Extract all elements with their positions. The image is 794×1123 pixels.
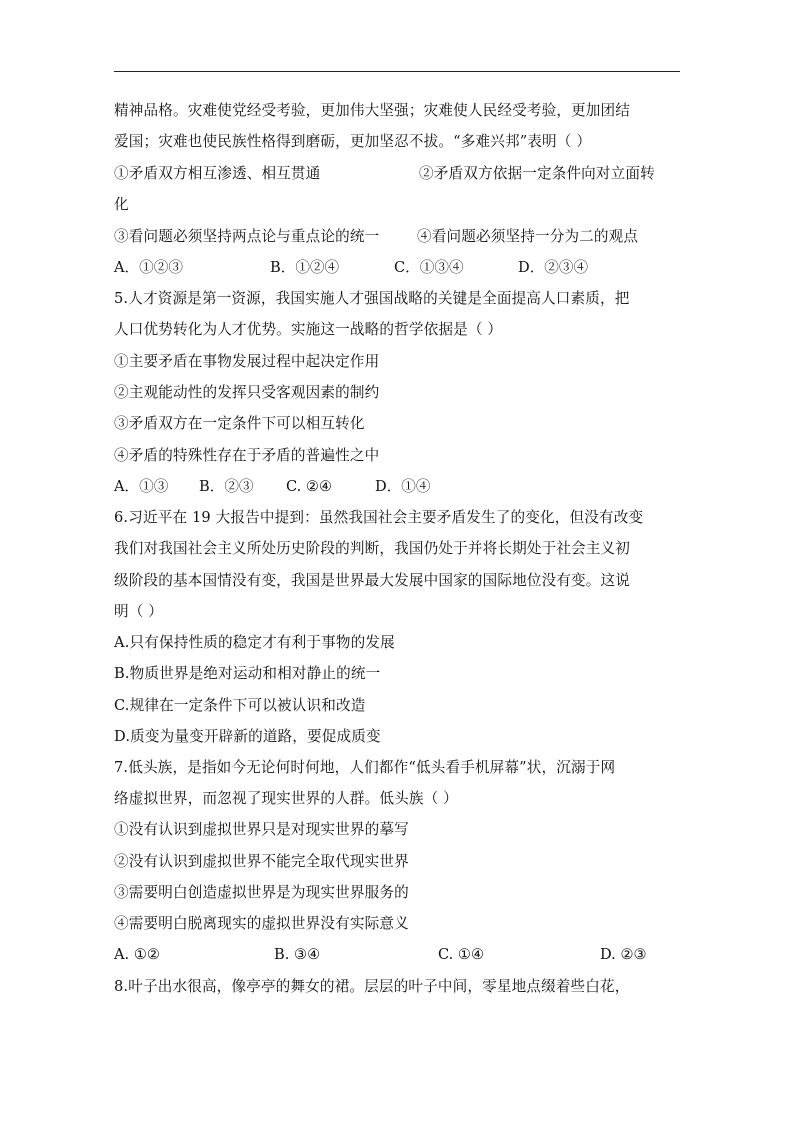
q5-stem-line-1: 5.人才资源是第一资源，我国实施人才强国战略的关键是全面提高人口素质，把: [114, 290, 630, 307]
q4-stem-line-2: 爱国；灾难也使民族性格得到磨砺，更加坚忍不拔。“多难兴邦”表明（ ）: [114, 133, 592, 150]
q6-choice-b: B.物质世界是绝对运动和相对静止的统一: [114, 665, 381, 682]
q5-stem-line-2: 人口优势转化为人才优势。实施这一战略的哲学依据是（ ）: [114, 321, 503, 338]
q4-option-d: D．②③④: [518, 259, 589, 276]
q6-stem-line-3: 级阶段的基本国情没有变，我国是世界最大发展中国家的国际地位没有变。这说: [114, 572, 631, 589]
q6-stem-line-1: 6.习近平在 19 大报告中提到：虽然我国社会主要矛盾发生了的变化，但没有改变: [114, 509, 644, 526]
q6-stem-line-4: 明（ ）: [114, 603, 164, 620]
q4-statement-2-wrap: 化: [114, 196, 129, 213]
q7-statement-3: ③需要明白创造虚拟世界是为现实世界服务的: [114, 884, 409, 901]
q7-statement-1: ①没有认识到虚拟世界只是对现实世界的摹写: [114, 821, 409, 838]
q6-stem-line-2: 我们对我国社会主义所处历史阶段的判断，我国仍处于并将长期处于社会主义初: [114, 540, 631, 557]
q5-statement-2: ②主观能动性的发挥只受客观因素的制约: [114, 384, 380, 401]
q7-stem-line-2: 络虚拟世界，而忽视了现实世界的人群。低头族（ ）: [114, 790, 458, 807]
q5-option-d: D．①④: [375, 478, 431, 495]
q6-choice-a: A.只有保持性质的稳定才有利于事物的发展: [114, 634, 395, 651]
q4-option-b: B．①②④: [270, 259, 340, 276]
q6-choice-d: D.质变为量变开辟新的道路，要促成质变: [114, 728, 381, 745]
q4-option-c: C．①③④: [394, 259, 464, 276]
q7-option-b: B. ③④: [274, 946, 321, 963]
q4-statement-3: ③看问题必须坚持两点论与重点论的统一: [114, 228, 380, 245]
q4-option-a: A．①②③: [114, 259, 183, 276]
q4-statement-1: ①矛盾双方相互渗透、相互贯通: [114, 165, 321, 182]
q5-statement-3: ③矛盾双方在一定条件下可以相互转化: [114, 415, 365, 432]
q5-option-a: A．①③: [114, 478, 169, 495]
q4-stem-line-1: 精神品格。灾难使党经受考验，更加伟大坚强；灾难使人民经受考验，更加团结: [114, 102, 631, 119]
q7-stem-line-1: 7.低头族，是指如今无论何时何地，人们都作“低头看手机屏幕”状，沉溺于网: [114, 759, 616, 776]
q7-option-c: C. ①④: [438, 946, 485, 963]
q7-statement-4: ④需要明白脱离现实的虚拟世界没有实际意义: [114, 915, 409, 932]
q5-statement-1: ①主要矛盾在事物发展过程中起决定作用: [114, 353, 380, 370]
q4-statement-4: ④看问题必须坚持一分为二的观点: [417, 228, 639, 245]
header-rule: [114, 71, 680, 72]
q5-option-b: B．②③: [199, 478, 254, 495]
q7-statement-2: ②没有认识到虚拟世界不能完全取代现实世界: [114, 853, 409, 870]
q6-choice-c: C.规律在一定条件下可以被认识和改造: [114, 697, 366, 714]
q5-statement-4: ④矛盾的特殊性存在于矛盾的普遍性之中: [114, 447, 380, 464]
q4-statement-2: ②矛盾双方依据一定条件向对立面转: [419, 165, 655, 182]
q7-option-d: D. ②③: [600, 946, 647, 963]
q5-option-c: C. ②④: [286, 478, 333, 495]
q8-stem-line-1: 8.叶子出水很高，像亭亭的舞女的裙。层层的叶子中间，零星地点缀着些白花，: [114, 978, 630, 995]
q7-option-a: A. ①②: [114, 946, 160, 963]
